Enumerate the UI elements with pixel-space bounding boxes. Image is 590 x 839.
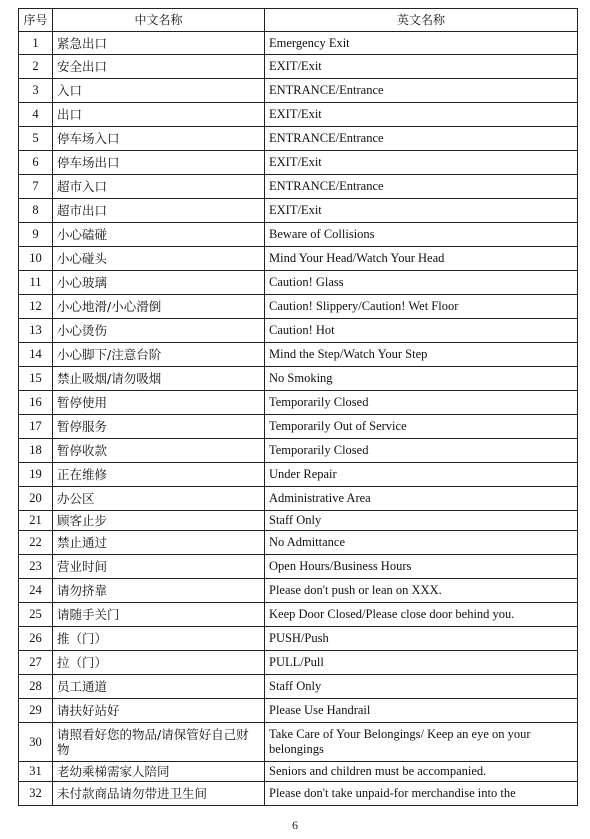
row-number: 7 — [19, 175, 53, 199]
table-header-row — [19, 9, 578, 32]
english-name-cell: Emergency Exit — [265, 32, 578, 55]
table-row — [19, 439, 578, 463]
chinese-name-cell: 顾客止步 — [53, 511, 265, 531]
row-number: 20 — [19, 487, 53, 511]
english-name-cell: EXIT/Exit — [265, 199, 578, 223]
column-header-english-name: 英文名称 — [265, 9, 578, 32]
english-name-cell: No Smoking — [265, 367, 578, 391]
english-name-cell: Caution! Slippery/Caution! Wet Floor — [265, 295, 578, 319]
table-row — [19, 391, 578, 415]
row-number: 13 — [19, 319, 53, 343]
english-name-cell: Administrative Area — [265, 487, 578, 511]
table-row — [19, 531, 578, 555]
row-number: 11 — [19, 271, 53, 295]
chinese-name-cell: 营业时间 — [53, 555, 265, 579]
row-number: 16 — [19, 391, 53, 415]
row-number: 18 — [19, 439, 53, 463]
table-row — [19, 699, 578, 723]
row-number: 21 — [19, 511, 53, 531]
english-name-cell: Open Hours/Business Hours — [265, 555, 578, 579]
chinese-name-cell: 小心脚下/注意台阶 — [53, 343, 265, 367]
table-row — [19, 271, 578, 295]
chinese-name-cell: 请勿挤靠 — [53, 579, 265, 603]
english-name-cell: Temporarily Out of Service — [265, 415, 578, 439]
english-name-cell: Temporarily Closed — [265, 391, 578, 415]
table-row — [19, 579, 578, 603]
english-name-cell: Caution! Hot — [265, 319, 578, 343]
english-name-cell: EXIT/Exit — [265, 55, 578, 79]
english-name-cell: ENTRANCE/Entrance — [265, 175, 578, 199]
table-row — [19, 463, 578, 487]
row-number: 9 — [19, 223, 53, 247]
english-name-cell: Please don't push or lean on XXX. — [265, 579, 578, 603]
chinese-name-cell: 停车场入口 — [53, 127, 265, 151]
table-row — [19, 103, 578, 127]
table-row — [19, 223, 578, 247]
english-name-cell: PULL/Pull — [265, 651, 578, 675]
chinese-name-cell: 超市出口 — [53, 199, 265, 223]
table-row — [19, 199, 578, 223]
chinese-name-cell: 紧急出口 — [53, 32, 265, 55]
english-name-cell: Keep Door Closed/Please close door behind you. — [265, 603, 578, 627]
row-number: 4 — [19, 103, 53, 127]
table-row — [19, 782, 578, 806]
english-name-cell: Mind Your Head/Watch Your Head — [265, 247, 578, 271]
chinese-name-cell: 老幼乘梯需家人陪同 — [53, 762, 265, 782]
row-number: 27 — [19, 651, 53, 675]
chinese-name-cell: 小心烫伤 — [53, 319, 265, 343]
signage-translation-table — [18, 8, 578, 806]
english-name-cell: EXIT/Exit — [265, 151, 578, 175]
row-number: 8 — [19, 199, 53, 223]
table-body — [19, 32, 578, 806]
row-number: 30 — [19, 723, 53, 762]
table-row — [19, 723, 578, 762]
chinese-name-cell: 正在维修 — [53, 463, 265, 487]
table-row — [19, 651, 578, 675]
chinese-name-cell: 禁止吸烟/请勿吸烟 — [53, 367, 265, 391]
chinese-name-cell: 拉（门） — [53, 651, 265, 675]
chinese-name-cell: 员工通道 — [53, 675, 265, 699]
row-number: 28 — [19, 675, 53, 699]
column-header-number: 序号 — [19, 9, 53, 32]
english-name-cell: Beware of Collisions — [265, 223, 578, 247]
english-name-cell: Staff Only — [265, 675, 578, 699]
row-number: 31 — [19, 762, 53, 782]
chinese-name-cell: 请照看好您的物品/请保管好自己财物 — [53, 723, 265, 762]
chinese-name-cell: 安全出口 — [53, 55, 265, 79]
table-row — [19, 175, 578, 199]
english-name-cell: PUSH/Push — [265, 627, 578, 651]
chinese-name-cell: 出口 — [53, 103, 265, 127]
english-name-cell: Temporarily Closed — [265, 439, 578, 463]
table-row — [19, 32, 578, 55]
english-name-cell: Caution! Glass — [265, 271, 578, 295]
row-number: 22 — [19, 531, 53, 555]
chinese-name-cell: 停车场出口 — [53, 151, 265, 175]
row-number: 3 — [19, 79, 53, 103]
table-row — [19, 511, 578, 531]
chinese-name-cell: 推（门） — [53, 627, 265, 651]
table-row — [19, 415, 578, 439]
column-header-chinese-name: 中文名称 — [53, 9, 265, 32]
english-name-cell: Under Repair — [265, 463, 578, 487]
row-number: 26 — [19, 627, 53, 651]
row-number: 15 — [19, 367, 53, 391]
chinese-name-cell: 办公区 — [53, 487, 265, 511]
row-number: 29 — [19, 699, 53, 723]
table-row — [19, 319, 578, 343]
chinese-name-cell: 入口 — [53, 79, 265, 103]
row-number: 32 — [19, 782, 53, 806]
table-row — [19, 343, 578, 367]
table-row — [19, 675, 578, 699]
table-row — [19, 762, 578, 782]
english-name-cell: No Admittance — [265, 531, 578, 555]
chinese-name-cell: 小心碰头 — [53, 247, 265, 271]
chinese-name-cell: 未付款商品请勿带进卫生间 — [53, 782, 265, 806]
table-row — [19, 247, 578, 271]
english-name-cell: Staff Only — [265, 511, 578, 531]
chinese-name-cell: 请扶好站好 — [53, 699, 265, 723]
english-name-cell: Please Use Handrail — [265, 699, 578, 723]
english-name-cell: EXIT/Exit — [265, 103, 578, 127]
english-name-cell: Take Care of Your Belongings/ Keep an eye on your belongings — [265, 723, 578, 762]
chinese-name-cell: 超市入口 — [53, 175, 265, 199]
row-number: 1 — [19, 32, 53, 55]
row-number: 25 — [19, 603, 53, 627]
english-name-cell: ENTRANCE/Entrance — [265, 79, 578, 103]
row-number: 17 — [19, 415, 53, 439]
table-row — [19, 79, 578, 103]
chinese-name-cell: 小心玻璃 — [53, 271, 265, 295]
row-number: 6 — [19, 151, 53, 175]
row-number: 19 — [19, 463, 53, 487]
table-row — [19, 151, 578, 175]
english-name-cell: Please don't take unpaid-for merchandise into the — [265, 782, 578, 806]
chinese-name-cell: 暂停服务 — [53, 415, 265, 439]
table-row — [19, 127, 578, 151]
english-name-cell: Seniors and children must be accompanied. — [265, 762, 578, 782]
table-row — [19, 555, 578, 579]
table-row — [19, 627, 578, 651]
row-number: 12 — [19, 295, 53, 319]
row-number: 10 — [19, 247, 53, 271]
row-number: 23 — [19, 555, 53, 579]
row-number: 24 — [19, 579, 53, 603]
english-name-cell: Mind the Step/Watch Your Step — [265, 343, 578, 367]
table-row — [19, 367, 578, 391]
table-row — [19, 295, 578, 319]
chinese-name-cell: 小心磕碰 — [53, 223, 265, 247]
chinese-name-cell: 禁止通过 — [53, 531, 265, 555]
chinese-name-cell: 暂停收款 — [53, 439, 265, 463]
chinese-name-cell: 暂停使用 — [53, 391, 265, 415]
table-row — [19, 603, 578, 627]
table-row — [19, 487, 578, 511]
chinese-name-cell: 请随手关门 — [53, 603, 265, 627]
chinese-name-cell: 小心地滑/小心滑倒 — [53, 295, 265, 319]
english-name-cell: ENTRANCE/Entrance — [265, 127, 578, 151]
row-number: 5 — [19, 127, 53, 151]
row-number: 2 — [19, 55, 53, 79]
page-number: 6 — [292, 818, 298, 832]
table-row — [19, 55, 578, 79]
row-number: 14 — [19, 343, 53, 367]
